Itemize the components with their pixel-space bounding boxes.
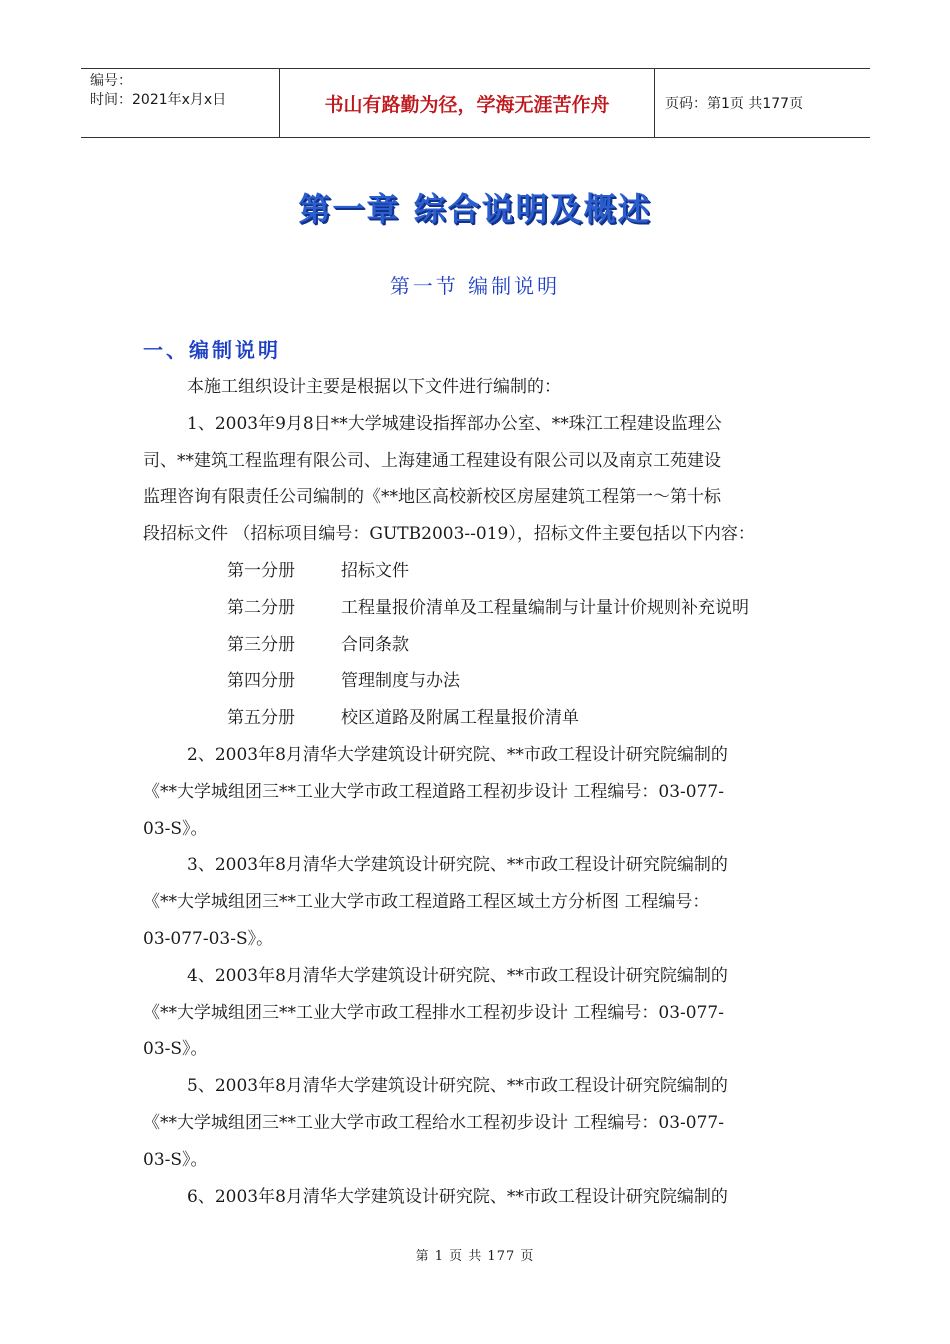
para-line: 6、2003年8月清华大学建筑设计研究院、**市政工程设计研究院编制的: [187, 1186, 728, 1207]
chapter-title: 第一章 综合说明及概述: [298, 190, 652, 228]
date-label: 时间：2021年x月x日: [90, 92, 227, 108]
para-line: 03-S》。: [143, 1149, 208, 1170]
volume-item: [143, 700, 819, 737]
volume-title: 管理制度与办法: [341, 671, 460, 692]
volume-number: 第五分册: [227, 708, 295, 729]
para-line: 监理咨询有限责任公司编制的《**地区高校新校区房屋建筑工程第一～第十标: [143, 487, 721, 508]
para-line: 3、2003年8月清华大学建筑设计研究院、**市政工程设计研究院编制的: [187, 855, 728, 876]
para-line: 03-S》。: [143, 818, 208, 839]
subsection-title: 一、编制说明: [143, 338, 281, 362]
page-info: 页码：第1页 共177页: [665, 96, 804, 112]
page-footer: 第 1 页 共 177 页: [415, 1249, 535, 1264]
volume-item: [143, 663, 819, 700]
para-line: 5、2003年8月清华大学建筑设计研究院、**市政工程设计研究院编制的: [187, 1076, 728, 1097]
volume-title: 校区道路及附属工程量报价清单: [341, 708, 579, 729]
para-line: 1、2003年9月8日**大学城建设指挥部办公室、**珠江工程建设监理公: [187, 413, 722, 434]
para-line: 《**大学城组团三**工业大学市政工程排水工程初步设计 工程编号：03-077-: [143, 1002, 724, 1023]
volume-title: 招标文件: [341, 560, 409, 581]
number-label: 编号：: [90, 73, 132, 89]
volume-number: 第四分册: [227, 671, 295, 692]
volume-number: 第一分册: [227, 560, 295, 581]
header-table: [81, 68, 870, 138]
volume-item: [143, 627, 819, 664]
body-text: [143, 369, 819, 1215]
volume-number: 第二分册: [227, 597, 295, 618]
para-line: 4、2003年8月清华大学建筑设计研究院、**市政工程设计研究院编制的: [187, 965, 728, 986]
volume-item: [143, 553, 819, 590]
header-left-cell: [81, 69, 280, 137]
intro-line: 本施工组织设计主要是根据以下文件进行编制的：: [187, 377, 561, 397]
volume-number: 第三分册: [227, 634, 295, 655]
para-line: 《**大学城组团三**工业大学市政工程给水工程初步设计 工程编号：03-077-: [143, 1112, 724, 1133]
para-line: 03-077-03-S》。: [143, 928, 274, 949]
volume-item: [143, 590, 819, 627]
para-line: 2、2003年8月清华大学建筑设计研究院、**市政工程设计研究院编制的: [187, 744, 728, 765]
volume-title: 工程量报价清单及工程量编制与计量计价规则补充说明: [341, 597, 749, 618]
motto: 书山有路勤为径，学海无涯苦作舟: [280, 69, 655, 137]
para-line: 司、**建筑工程监理有限公司、上海建通工程建设有限公司以及南京工苑建设: [143, 450, 721, 471]
para-line: 03-S》。: [143, 1039, 208, 1060]
para-line: 《**大学城组团三**工业大学市政工程道路工程区域土方分析图 工程编号：: [143, 892, 710, 913]
para-line: 《**大学城组团三**工业大学市政工程道路工程初步设计 工程编号：03-077-: [143, 781, 724, 802]
section-title: 第一节 编制说明: [389, 274, 561, 298]
para-line: 段招标文件 （招标项目编号：GUTB2003--019），招标文件主要包括以下内容：: [143, 524, 755, 545]
volume-title: 合同条款: [341, 634, 409, 655]
